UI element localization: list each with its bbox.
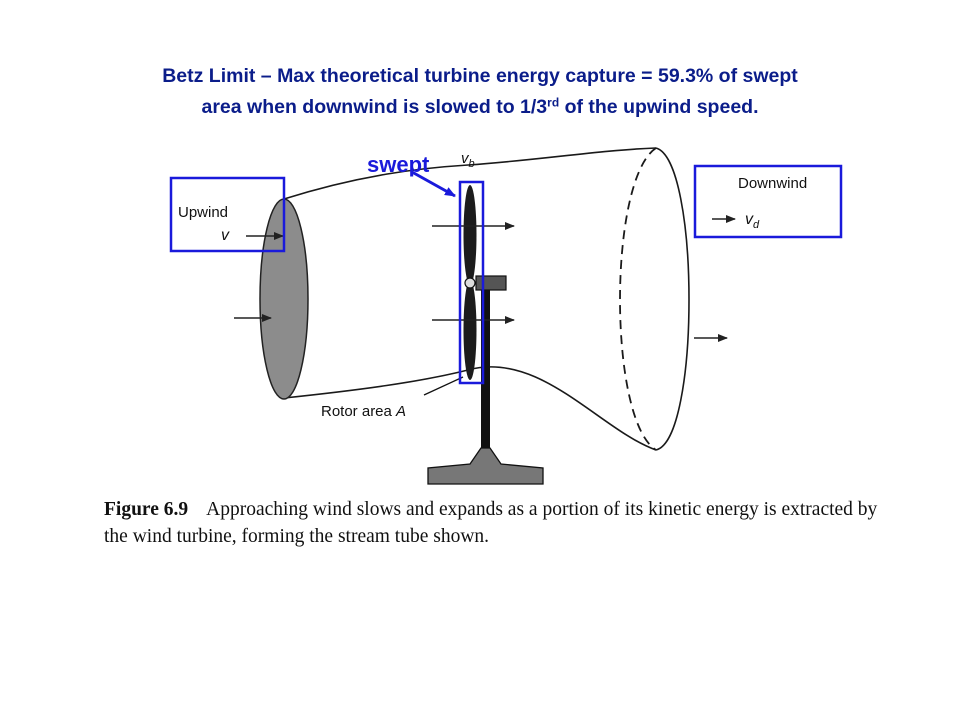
downwind-disc-back bbox=[656, 148, 689, 450]
figure-number: Figure 6.9 bbox=[104, 499, 189, 520]
upwind-speed-label: v bbox=[221, 227, 229, 244]
rotor-area-pointer bbox=[424, 377, 463, 395]
title-line-1: Betz Limit – Max theoretical turbine energy capture = 59.3% of swept bbox=[162, 65, 798, 87]
downwind-speed-label: $v_d$ bbox=[745, 211, 760, 231]
downwind-disc-front bbox=[620, 148, 656, 450]
caption-text: Approaching wind slows and expands as a portion of its kinetic energy is extracted by the wind turbine, forming the stream tube shown. bbox=[104, 499, 878, 547]
title-line-2-end: of the upwind speed. bbox=[559, 96, 759, 118]
blade-speed-label: $v_b$ bbox=[461, 150, 475, 170]
rotor-hub bbox=[465, 278, 475, 288]
title-superscript: rd bbox=[547, 95, 560, 110]
upper-blade bbox=[464, 185, 477, 285]
upwind-label: Upwind bbox=[178, 204, 229, 221]
swept-label: swept bbox=[367, 152, 430, 177]
turbine-nacelle bbox=[476, 276, 506, 290]
title-line-2-main: area when downwind is slowed to 1/3 bbox=[201, 96, 548, 118]
lower-blade bbox=[464, 280, 477, 380]
turbine-base bbox=[428, 448, 543, 484]
figure-caption bbox=[104, 496, 904, 550]
rotor-area-label: Rotor area A bbox=[321, 403, 407, 420]
downwind-label: Downwind bbox=[738, 175, 808, 192]
